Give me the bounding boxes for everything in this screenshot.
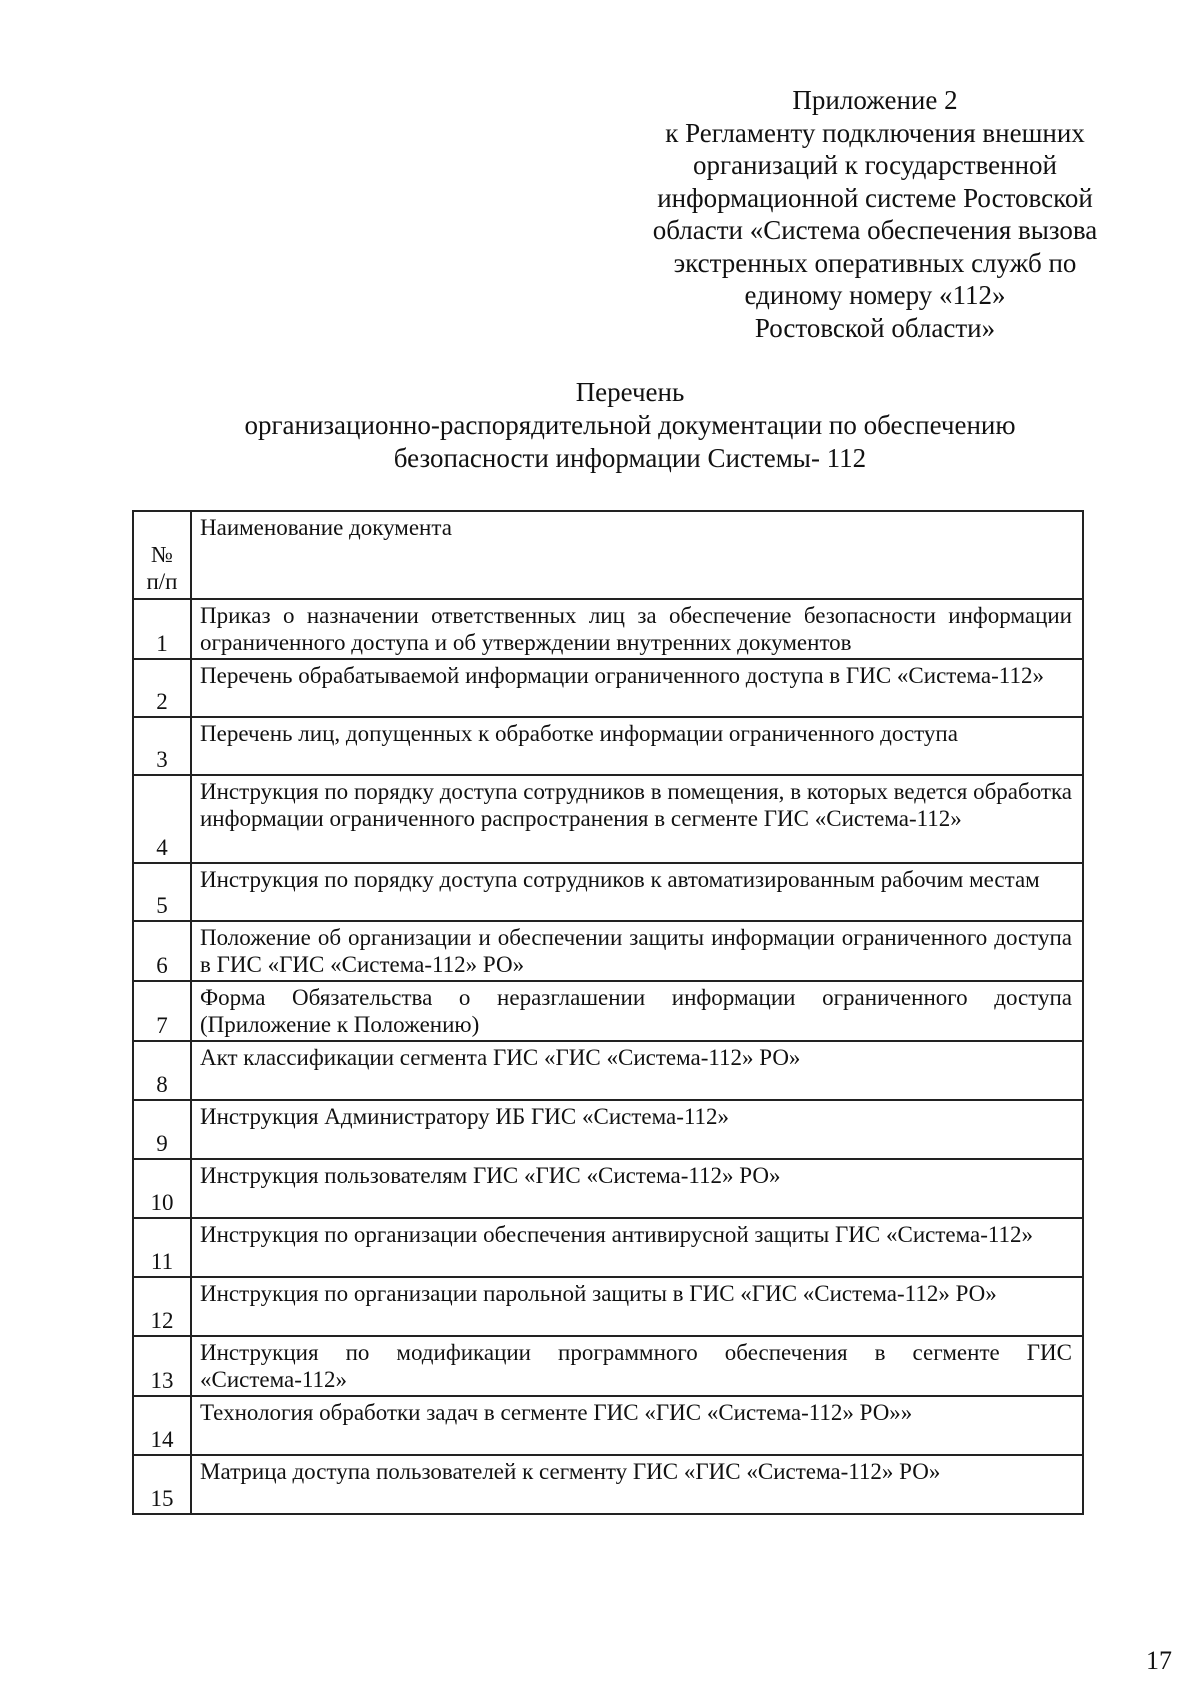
table-row	[133, 1277, 1083, 1336]
row-document-name: Технология обработки задач в сегменте ГИС «ГИС «Система-112» РО»»	[191, 1396, 1083, 1455]
row-number: 13	[133, 1336, 191, 1396]
table-row	[133, 1455, 1083, 1514]
row-document-name: Инструкция по организации парольной защиты в ГИС «ГИС «Система-112» РО»	[191, 1277, 1083, 1336]
title-line: Перечень	[575, 377, 685, 407]
table-row	[133, 1336, 1083, 1396]
row-number: 8	[133, 1041, 191, 1100]
appendix-line: организаций к государственной	[693, 150, 1057, 180]
row-document-name: Приказ о назначении ответственных лиц за обеспечение безопасности информации ограниченного доступа и об утверждении внутренних документов	[191, 599, 1083, 659]
table-row	[133, 981, 1083, 1041]
table-row	[133, 1159, 1083, 1218]
row-document-name: Матрица доступа пользователей к сегменту ГИС «ГИС «Система-112» РО»	[191, 1455, 1083, 1514]
row-document-name: Перечень обрабатываемой информации ограниченного доступа в ГИС «Система-112»	[191, 659, 1083, 717]
row-number: 14	[133, 1396, 191, 1455]
row-number: 1	[133, 599, 191, 659]
header-name-cell: Наименование документа	[191, 511, 1083, 599]
row-number: 5	[133, 863, 191, 921]
row-number: 7	[133, 981, 191, 1041]
row-number: 4	[133, 775, 191, 863]
row-document-name: Положение об организации и обеспечении защиты информации ограниченного доступа в ГИС «ГИС «Система-112» РО»	[191, 921, 1083, 981]
title-line: безопасности информации Системы- 112	[393, 443, 867, 473]
appendix-heading	[640, 84, 1110, 344]
row-document-name: Форма Обязательства о неразглашении информации ограниченного доступа (Приложение к Положению)	[191, 981, 1083, 1041]
table-row	[133, 599, 1083, 659]
row-document-name: Инструкция Администратору ИБ ГИС «Система-112»	[191, 1100, 1083, 1159]
row-number: 9	[133, 1100, 191, 1159]
header-num-line1: №	[151, 542, 173, 567]
documents-table	[132, 510, 1084, 1515]
header-num-line2: п/п	[146, 569, 178, 594]
row-number: 6	[133, 921, 191, 981]
appendix-line: экстренных оперативных служб по	[673, 247, 1077, 278]
row-number: 11	[133, 1218, 191, 1277]
table-row	[133, 921, 1083, 981]
row-document-name: Перечень лиц, допущенных к обработке информации ограниченного доступа	[191, 717, 1083, 775]
table-row	[133, 775, 1083, 863]
header-num-label	[134, 541, 190, 597]
row-number: 2	[133, 659, 191, 717]
row-document-name: Инструкция по организации обеспечения антивирусной защиты ГИС «Система-112»	[191, 1218, 1083, 1277]
row-number: 10	[133, 1159, 191, 1218]
row-document-name: Акт классификации сегмента ГИС «ГИС «Система-112» РО»	[191, 1041, 1083, 1100]
appendix-line: Ростовской области»	[754, 312, 996, 343]
header-num-cell	[133, 511, 191, 599]
table-row	[133, 1100, 1083, 1159]
page-number: 17	[1146, 1646, 1172, 1675]
table-header-row	[133, 511, 1083, 599]
row-document-name: Инструкция по модификации программного обеспечения в сегменте ГИС «Система-112»	[191, 1336, 1083, 1396]
appendix-line: Приложение 2	[792, 85, 958, 115]
row-document-name: Инструкция по порядку доступа сотрудников к автоматизированным рабочим местам	[191, 863, 1083, 921]
appendix-line: области «Система обеспечения вызова	[652, 215, 1098, 245]
table-row	[133, 1218, 1083, 1277]
title-line: организационно-распорядительной документации по обеспечению	[244, 410, 1016, 440]
row-document-name: Инструкция по порядку доступа сотрудников в помещения, в которых ведется обработка информации ограниченного распространения в сегменте ГИС «Система-112»	[191, 775, 1083, 863]
row-document-name: Инструкция пользователям ГИС «ГИС «Система-112» РО»	[191, 1159, 1083, 1218]
table-row	[133, 1396, 1083, 1455]
table-row	[133, 717, 1083, 775]
appendix-line: информационной системе Ростовской	[657, 182, 1093, 213]
appendix-line: единому номеру «112»	[744, 280, 1006, 310]
document-title	[230, 376, 1030, 475]
table-row	[133, 863, 1083, 921]
table-row	[133, 659, 1083, 717]
appendix-line: к Регламенту подключения внешних	[665, 117, 1085, 148]
row-number: 15	[133, 1455, 191, 1514]
row-number: 12	[133, 1277, 191, 1336]
row-number: 3	[133, 717, 191, 775]
table-row	[133, 1041, 1083, 1100]
